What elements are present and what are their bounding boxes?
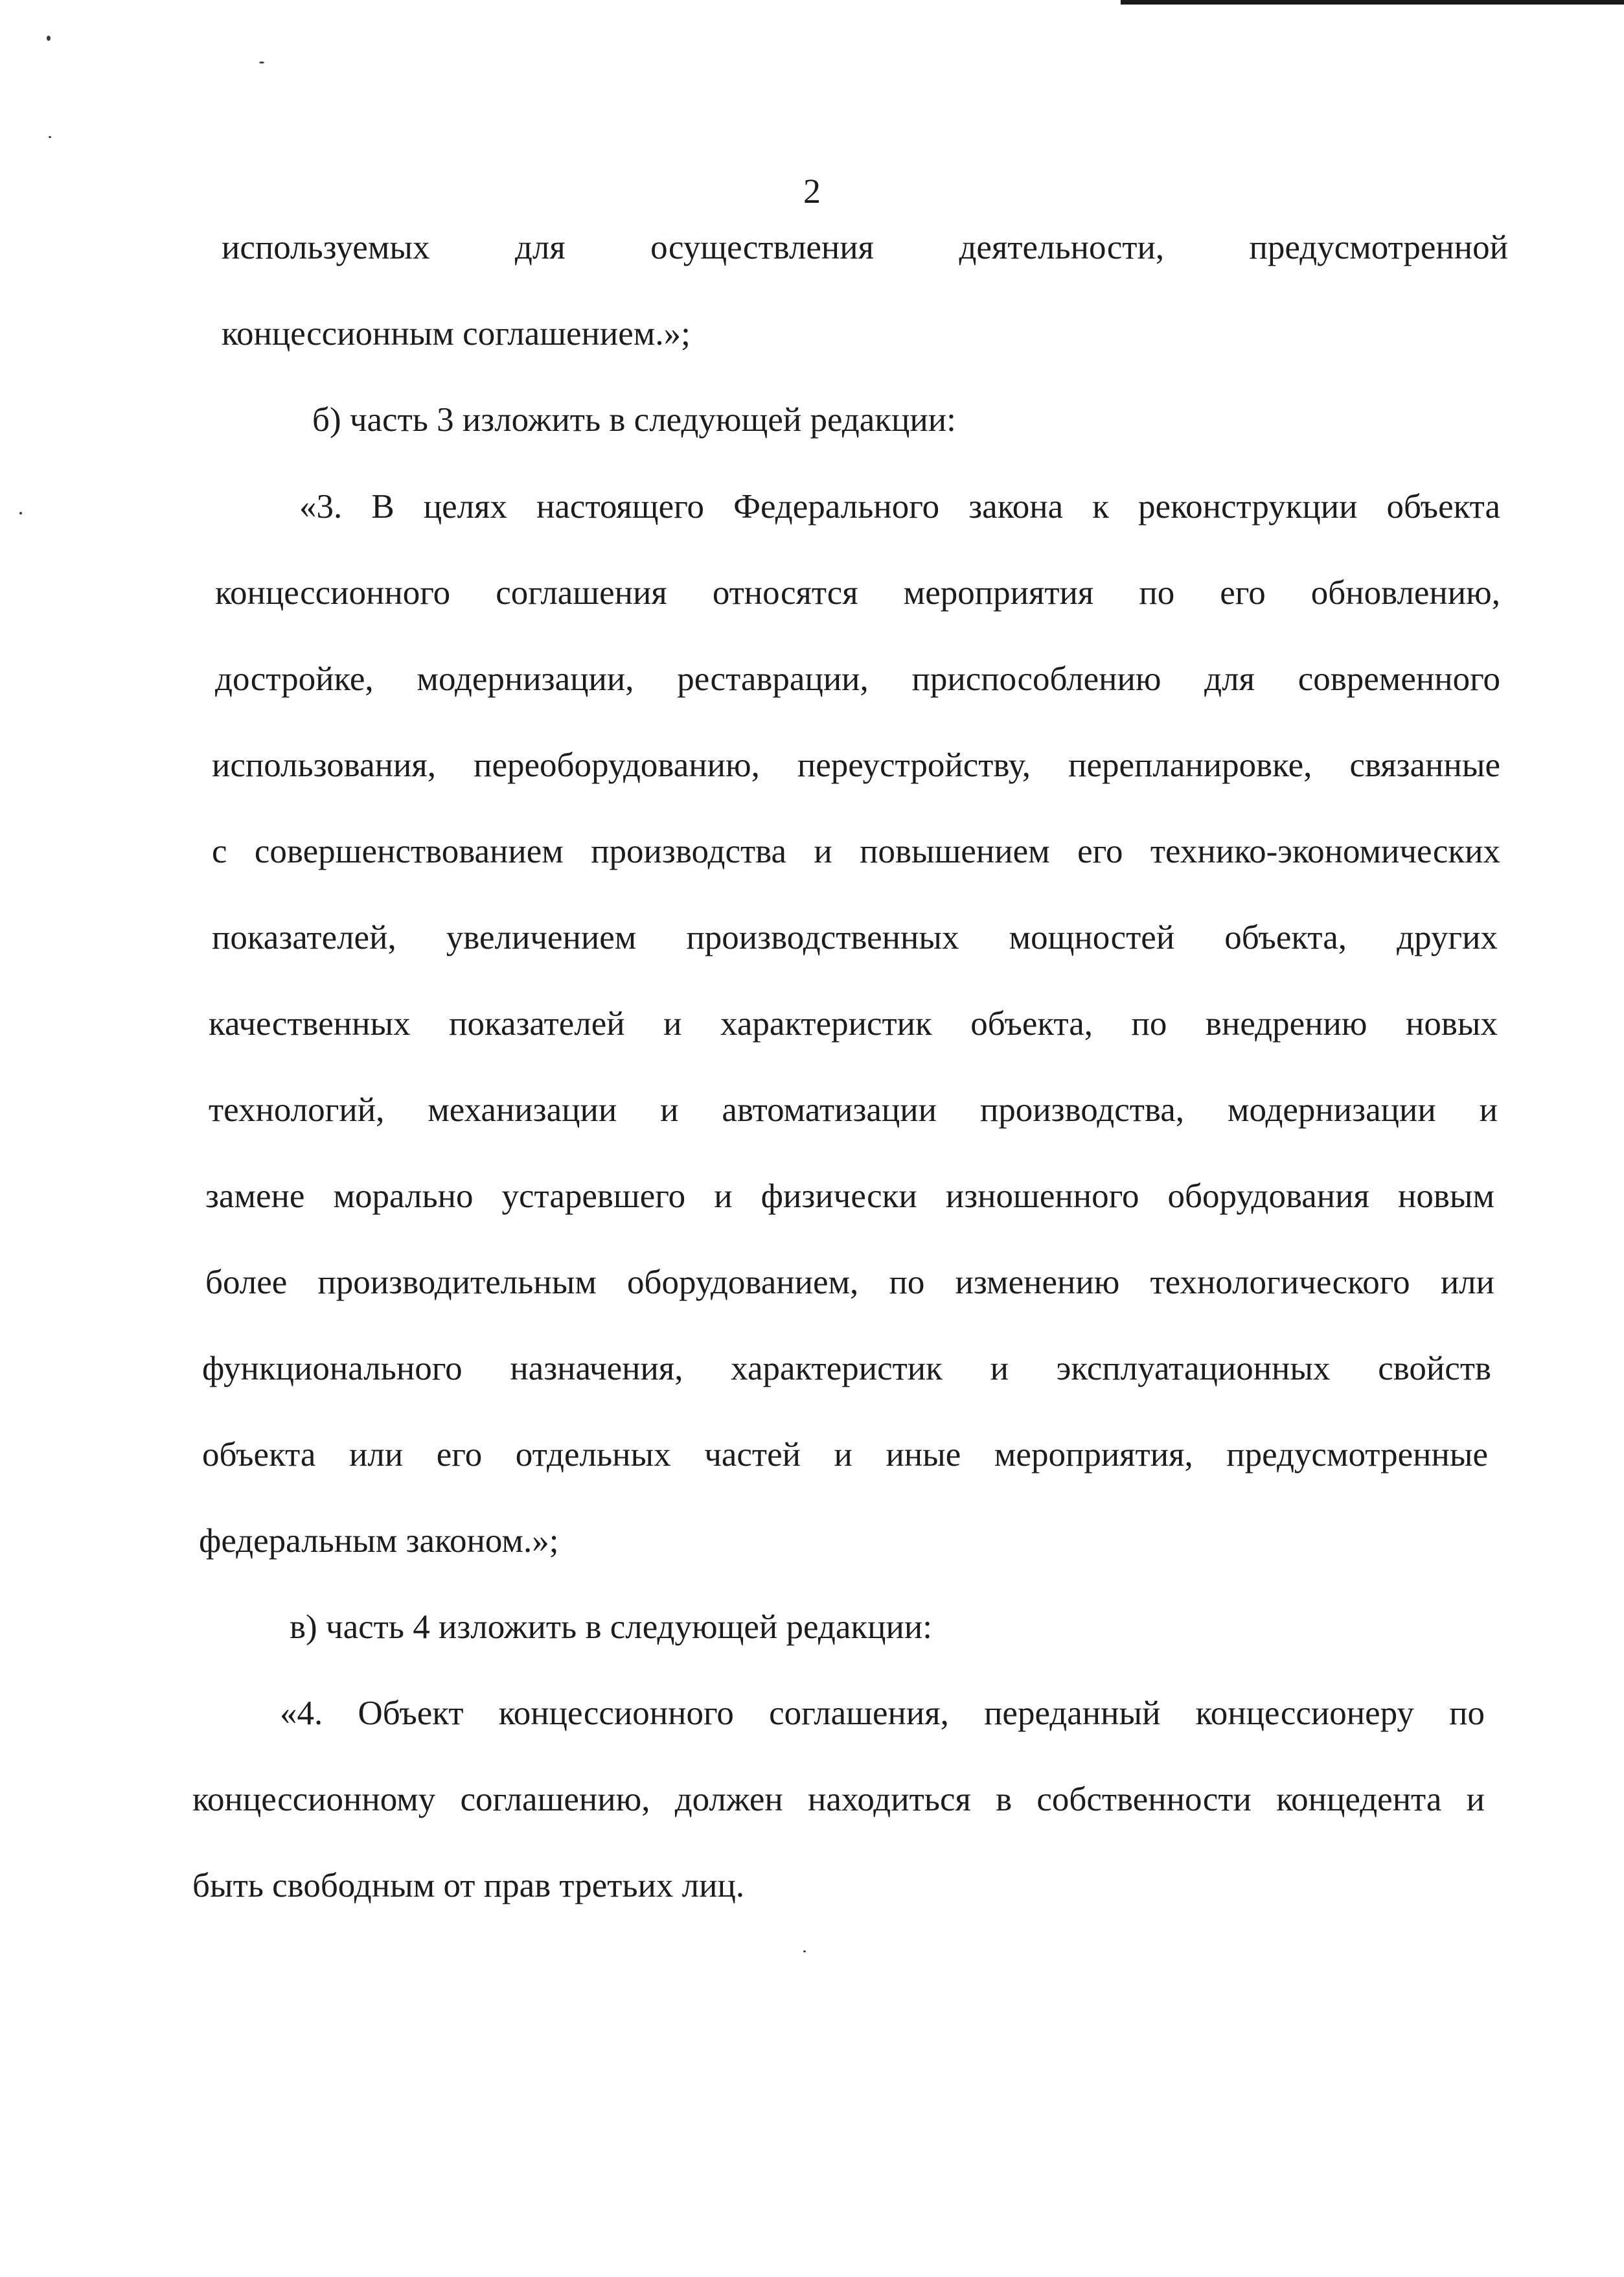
text-line: «4. Объект концессионного соглашения, переданный концессионеру по — [280, 1694, 1485, 1732]
text-line: федеральным законом.»; — [199, 1522, 559, 1560]
text-line: «3. В целях настоящего Федерального закона к реконструкции объекта — [299, 488, 1500, 526]
text-line: достройке, модернизации, реставрации, приспособлению для современного — [215, 660, 1500, 698]
text-line: быть свободным от прав третьих лиц. — [192, 1867, 745, 1904]
text-line: концессионного соглашения относятся мероприятия по его обновлению, — [215, 574, 1500, 612]
scan-speck — [19, 512, 22, 514]
text-line: концессионному соглашению, должен находиться в собственности концедента и — [192, 1781, 1485, 1818]
text-line: с совершенствованием производства и повышением его технико-экономических — [212, 833, 1500, 870]
paragraph-heading: б) часть 3 изложить в следующей редакции: — [312, 401, 956, 439]
text-line: технологий, механизации и автоматизации производства, модернизации и — [209, 1091, 1498, 1129]
text-line: использования, переоборудованию, переустройству, перепланировке, связанные — [212, 746, 1500, 784]
page-number: 2 — [803, 172, 821, 211]
scan-speck — [47, 36, 51, 41]
text-line: используемых для осуществления деятельности, предусмотренной — [222, 229, 1508, 266]
text-line: показателей, увеличением производственных мощностей объекта, других — [212, 919, 1498, 956]
scan-speck — [49, 136, 51, 138]
text-line: замене морально устаревшего и физически изношенного оборудования новым — [205, 1177, 1494, 1215]
scan-speck — [259, 62, 264, 64]
text-line: объекта или его отдельных частей и иные мероприятия, предусмотренные — [202, 1436, 1488, 1474]
text-line: качественных показателей и характеристик объекта, по внедрению новых — [209, 1005, 1498, 1043]
paragraph-heading: в) часть 4 изложить в следующей редакции: — [290, 1608, 932, 1646]
text-line: более производительным оборудованием, по изменению технологического или — [205, 1264, 1494, 1301]
text-line: концессионным соглашением.»; — [222, 315, 691, 353]
text-line: функционального назначения, характеристик и эксплуатационных свойств — [202, 1350, 1491, 1387]
scan-speck — [803, 1950, 806, 1952]
scan-border-line — [1121, 0, 1624, 5]
